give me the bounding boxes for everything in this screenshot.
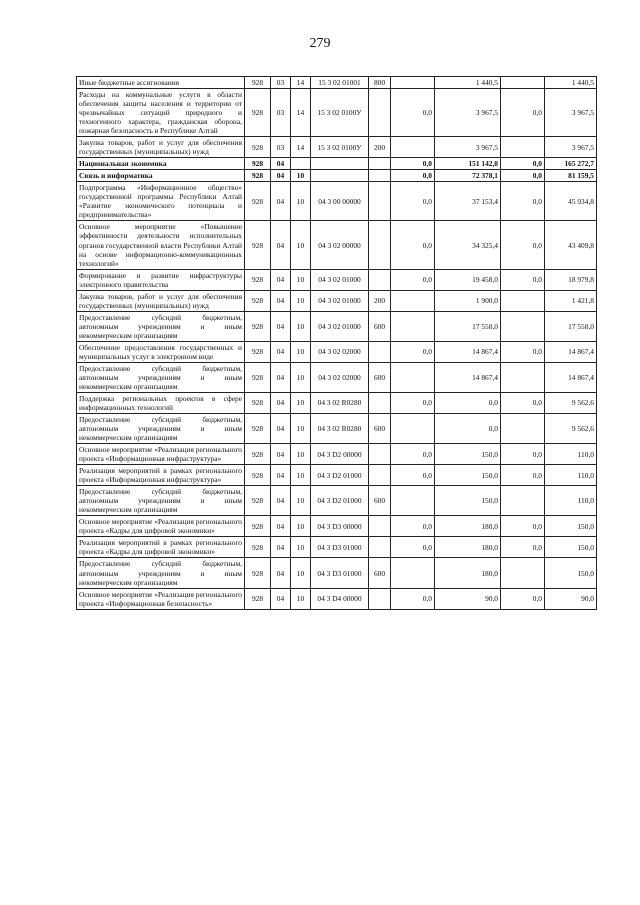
cell-amount-3: 0,0	[501, 392, 545, 413]
cell-admin-code: 928	[245, 362, 271, 392]
cell-amount-4: 3 967,5	[545, 137, 597, 158]
cell-admin-code: 928	[245, 341, 271, 362]
cell-amount-3	[501, 486, 545, 516]
cell-name: Предоставление субсидий бюджетным, автономным учреждениям и иным некоммерческим организациям	[77, 311, 245, 341]
cell-subsection: 10	[291, 362, 311, 392]
cell-expense-type	[369, 465, 391, 486]
page-number: 279	[309, 36, 331, 51]
cell-target-article: 04 3 02 R0280	[311, 392, 369, 413]
cell-amount-2: 150,0	[435, 486, 501, 516]
cell-section: 04	[271, 341, 291, 362]
cell-admin-code: 928	[245, 414, 271, 444]
cell-amount-2: 1 440,5	[435, 77, 501, 89]
cell-amount-1: 0,0	[391, 158, 435, 170]
budget-table	[76, 76, 597, 610]
cell-amount-4: 18 979,8	[545, 269, 597, 290]
cell-subsection: 14	[291, 77, 311, 89]
cell-amount-1: 0,0	[391, 465, 435, 486]
cell-amount-3	[501, 558, 545, 588]
table-row	[77, 77, 597, 89]
cell-amount-1	[391, 362, 435, 392]
cell-amount-3: 0,0	[501, 170, 545, 182]
cell-admin-code: 928	[245, 77, 271, 89]
cell-amount-3	[501, 290, 545, 311]
table-row	[77, 392, 597, 413]
cell-amount-4: 14 867,4	[545, 362, 597, 392]
cell-name: Формирование и развитие инфраструктуры электронного правительства	[77, 269, 245, 290]
cell-subsection: 10	[291, 170, 311, 182]
cell-section: 04	[271, 486, 291, 516]
cell-amount-1: 0,0	[391, 221, 435, 269]
cell-amount-4: 17 558,0	[545, 311, 597, 341]
table-row	[77, 558, 597, 588]
cell-target-article: 04 3 D2 01000	[311, 486, 369, 516]
cell-amount-2: 150,0	[435, 465, 501, 486]
cell-admin-code: 928	[245, 392, 271, 413]
cell-amount-1: 0,0	[391, 392, 435, 413]
table-row	[77, 465, 597, 486]
cell-expense-type: 800	[369, 77, 391, 89]
cell-target-article	[311, 170, 369, 182]
cell-section: 04	[271, 311, 291, 341]
cell-amount-1: 0,0	[391, 170, 435, 182]
cell-amount-1	[391, 558, 435, 588]
cell-subsection: 10	[291, 444, 311, 465]
cell-name: Реализация мероприятий в рамках регионального проекта «Кадры для цифровой экономики»	[77, 537, 245, 558]
table-row	[77, 221, 597, 269]
table-row	[77, 137, 597, 158]
cell-amount-2: 0,0	[435, 392, 501, 413]
cell-target-article: 04 3 02 01000	[311, 290, 369, 311]
cell-expense-type: 600	[369, 414, 391, 444]
cell-target-article: 15 3 02 0100У	[311, 89, 369, 137]
cell-amount-1: 0,0	[391, 269, 435, 290]
cell-subsection	[291, 158, 311, 170]
cell-target-article: 04 3 D3 00000	[311, 516, 369, 537]
cell-section: 04	[271, 362, 291, 392]
table-row	[77, 170, 597, 182]
cell-amount-4: 43 409,8	[545, 221, 597, 269]
cell-amount-2: 151 142,8	[435, 158, 501, 170]
table-row	[77, 537, 597, 558]
cell-amount-2: 150,0	[435, 444, 501, 465]
cell-target-article: 04 3 02 01000	[311, 269, 369, 290]
cell-admin-code: 928	[245, 537, 271, 558]
cell-amount-4: 81 159,5	[545, 170, 597, 182]
cell-section: 03	[271, 77, 291, 89]
cell-expense-type: 600	[369, 311, 391, 341]
cell-section: 04	[271, 537, 291, 558]
cell-target-article: 04 3 D2 01000	[311, 465, 369, 486]
cell-expense-type: 600	[369, 486, 391, 516]
cell-subsection: 10	[291, 486, 311, 516]
cell-amount-4: 1 421,8	[545, 290, 597, 311]
cell-amount-1	[391, 290, 435, 311]
cell-expense-type: 600	[369, 362, 391, 392]
cell-amount-4: 14 867,4	[545, 341, 597, 362]
cell-admin-code: 928	[245, 158, 271, 170]
cell-amount-4: 150,0	[545, 516, 597, 537]
cell-section: 04	[271, 170, 291, 182]
cell-amount-4: 110,0	[545, 444, 597, 465]
cell-admin-code: 928	[245, 558, 271, 588]
cell-admin-code: 928	[245, 221, 271, 269]
cell-amount-1	[391, 486, 435, 516]
cell-amount-2: 14 867,4	[435, 341, 501, 362]
cell-subsection: 10	[291, 465, 311, 486]
cell-section: 04	[271, 558, 291, 588]
cell-expense-type	[369, 444, 391, 465]
cell-section: 03	[271, 137, 291, 158]
cell-name: Основное мероприятие «Реализация регионального проекта «Кадры для цифровой экономики»	[77, 516, 245, 537]
cell-name: Предоставление субсидий бюджетным, автономным учреждениям и иным некоммерческим организациям	[77, 414, 245, 444]
cell-section: 04	[271, 290, 291, 311]
table-row	[77, 269, 597, 290]
table-row	[77, 158, 597, 170]
table-row	[77, 414, 597, 444]
cell-expense-type: 600	[369, 558, 391, 588]
cell-target-article: 04 3 02 02000	[311, 362, 369, 392]
cell-amount-1: 0,0	[391, 341, 435, 362]
cell-expense-type: 200	[369, 137, 391, 158]
cell-name: Подпрограмма «Информационное общество» государственной программы Республики Алтай «Развитие экономического потенциала и предпринимательства»	[77, 182, 245, 221]
cell-target-article: 04 3 D2 00000	[311, 444, 369, 465]
cell-amount-1: 0,0	[391, 182, 435, 221]
cell-amount-3: 0,0	[501, 444, 545, 465]
cell-name: Расходы на коммунальные услуги в области обеспечения защиты населения и территории от чрезвычайных ситуаций природного и техногенного характера, гражданская оборона, пожарная безопасность в Республике Алтай	[77, 89, 245, 137]
cell-amount-4: 110,0	[545, 486, 597, 516]
cell-section: 03	[271, 89, 291, 137]
cell-admin-code: 928	[245, 311, 271, 341]
cell-amount-2: 3 967,5	[435, 89, 501, 137]
cell-subsection: 10	[291, 221, 311, 269]
cell-subsection: 10	[291, 341, 311, 362]
cell-subsection: 10	[291, 414, 311, 444]
cell-amount-1	[391, 137, 435, 158]
cell-amount-2: 90,0	[435, 588, 501, 609]
cell-admin-code: 928	[245, 486, 271, 516]
cell-expense-type	[369, 588, 391, 609]
cell-admin-code: 928	[245, 170, 271, 182]
cell-admin-code: 928	[245, 465, 271, 486]
cell-section: 04	[271, 414, 291, 444]
table-row	[77, 311, 597, 341]
cell-subsection: 10	[291, 290, 311, 311]
cell-subsection: 10	[291, 182, 311, 221]
cell-admin-code: 928	[245, 137, 271, 158]
cell-admin-code: 928	[245, 89, 271, 137]
cell-amount-1: 0,0	[391, 588, 435, 609]
cell-amount-3	[501, 311, 545, 341]
table-row	[77, 89, 597, 137]
cell-subsection: 10	[291, 558, 311, 588]
cell-subsection: 10	[291, 588, 311, 609]
cell-amount-2: 1 900,0	[435, 290, 501, 311]
cell-amount-2: 0,0	[435, 414, 501, 444]
cell-section: 04	[271, 182, 291, 221]
cell-section: 04	[271, 221, 291, 269]
cell-expense-type: 200	[369, 290, 391, 311]
cell-target-article	[311, 158, 369, 170]
cell-target-article: 04 3 D3 01000	[311, 558, 369, 588]
table-row	[77, 182, 597, 221]
cell-name: Предоставление субсидий бюджетным, автономным учреждениям и иным некоммерческим организациям	[77, 362, 245, 392]
cell-amount-4: 9 562,6	[545, 392, 597, 413]
cell-amount-4: 110,0	[545, 465, 597, 486]
table-row	[77, 341, 597, 362]
cell-section: 04	[271, 588, 291, 609]
cell-amount-3	[501, 362, 545, 392]
cell-expense-type	[369, 516, 391, 537]
cell-name: Предоставление субсидий бюджетным, автономным учреждениям и иным некоммерческим организациям	[77, 558, 245, 588]
cell-subsection: 10	[291, 269, 311, 290]
cell-name: Основное мероприятие «Реализация регионального проекта «Информационная инфраструктура»	[77, 444, 245, 465]
table-row	[77, 588, 597, 609]
cell-amount-3: 0,0	[501, 269, 545, 290]
cell-subsection: 10	[291, 516, 311, 537]
cell-amount-2: 17 558,0	[435, 311, 501, 341]
cell-amount-4: 165 272,7	[545, 158, 597, 170]
cell-section: 04	[271, 392, 291, 413]
cell-subsection: 14	[291, 89, 311, 137]
cell-amount-3	[501, 77, 545, 89]
cell-amount-2: 180,0	[435, 516, 501, 537]
cell-expense-type	[369, 170, 391, 182]
cell-amount-2: 180,0	[435, 558, 501, 588]
cell-name: Реализация мероприятий в рамках регионального проекта «Информационная инфраструктура»	[77, 465, 245, 486]
cell-section: 04	[271, 158, 291, 170]
cell-name: Закупка товаров, работ и услуг для обеспечения государственных (муниципальных) нужд	[77, 290, 245, 311]
cell-name: Закупка товаров, работ и услуг для обеспечения государственных (муниципальных) нужд	[77, 137, 245, 158]
cell-amount-3: 0,0	[501, 341, 545, 362]
cell-target-article: 15 3 02 01001	[311, 77, 369, 89]
cell-amount-1	[391, 414, 435, 444]
cell-amount-2: 34 325,4	[435, 221, 501, 269]
cell-amount-1: 0,0	[391, 444, 435, 465]
cell-amount-1	[391, 77, 435, 89]
cell-expense-type	[369, 182, 391, 221]
cell-amount-4: 150,0	[545, 537, 597, 558]
cell-amount-4: 90,0	[545, 588, 597, 609]
cell-expense-type	[369, 89, 391, 137]
cell-amount-3: 0,0	[501, 89, 545, 137]
cell-target-article: 04 3 02 02000	[311, 341, 369, 362]
cell-amount-1: 0,0	[391, 537, 435, 558]
cell-name: Иные бюджетные ассигнования	[77, 77, 245, 89]
cell-expense-type	[369, 341, 391, 362]
cell-admin-code: 928	[245, 516, 271, 537]
cell-admin-code: 928	[245, 444, 271, 465]
cell-target-article: 04 3 D3 01000	[311, 537, 369, 558]
cell-section: 04	[271, 444, 291, 465]
table-row	[77, 444, 597, 465]
cell-amount-3: 0,0	[501, 537, 545, 558]
cell-amount-4: 1 440,5	[545, 77, 597, 89]
cell-target-article: 04 3 02 00000	[311, 221, 369, 269]
cell-name: Основное мероприятие «Реализация регионального проекта «Информационная безопасность»	[77, 588, 245, 609]
cell-admin-code: 928	[245, 290, 271, 311]
cell-subsection: 10	[291, 537, 311, 558]
cell-expense-type	[369, 537, 391, 558]
cell-name: Основное мероприятие «Повышение эффективности деятельности исполнительных органов государственной власти Республики Алтай на основе информационно-коммуникационных технологий»	[77, 221, 245, 269]
cell-amount-3: 0,0	[501, 221, 545, 269]
cell-expense-type	[369, 392, 391, 413]
cell-target-article: 04 3 02 R0280	[311, 414, 369, 444]
cell-amount-3	[501, 414, 545, 444]
cell-section: 04	[271, 269, 291, 290]
cell-amount-4: 9 562,6	[545, 414, 597, 444]
table-row	[77, 516, 597, 537]
cell-target-article: 15 3 02 0100У	[311, 137, 369, 158]
cell-section: 04	[271, 465, 291, 486]
cell-amount-3: 0,0	[501, 182, 545, 221]
cell-amount-2: 3 967,5	[435, 137, 501, 158]
cell-amount-3: 0,0	[501, 588, 545, 609]
cell-amount-1: 0,0	[391, 516, 435, 537]
table-row	[77, 362, 597, 392]
table-row	[77, 486, 597, 516]
table-row	[77, 290, 597, 311]
cell-expense-type	[369, 158, 391, 170]
cell-section: 04	[271, 516, 291, 537]
cell-expense-type	[369, 269, 391, 290]
cell-amount-1: 0,0	[391, 89, 435, 137]
cell-amount-1	[391, 311, 435, 341]
cell-name: Обеспечение предоставления государственных и муниципальных услуг в электронном виде	[77, 341, 245, 362]
cell-amount-2: 72 378,1	[435, 170, 501, 182]
cell-target-article: 04 3 02 01000	[311, 311, 369, 341]
cell-amount-2: 180,0	[435, 537, 501, 558]
cell-admin-code: 928	[245, 588, 271, 609]
cell-amount-3	[501, 137, 545, 158]
cell-subsection: 10	[291, 392, 311, 413]
cell-subsection: 14	[291, 137, 311, 158]
cell-admin-code: 928	[245, 182, 271, 221]
cell-subsection: 10	[291, 311, 311, 341]
cell-name: Связь и информатика	[77, 170, 245, 182]
cell-amount-3: 0,0	[501, 158, 545, 170]
cell-target-article: 04 3 00 00000	[311, 182, 369, 221]
cell-amount-4: 150,0	[545, 558, 597, 588]
cell-name: Предоставление субсидий бюджетным, автономным учреждениям и иным некоммерческим организациям	[77, 486, 245, 516]
cell-target-article: 04 3 D4 00000	[311, 588, 369, 609]
cell-amount-3: 0,0	[501, 516, 545, 537]
cell-amount-2: 37 153,4	[435, 182, 501, 221]
cell-name: Национальная экономика	[77, 158, 245, 170]
cell-amount-2: 19 458,0	[435, 269, 501, 290]
cell-amount-2: 14 867,4	[435, 362, 501, 392]
cell-admin-code: 928	[245, 269, 271, 290]
cell-name: Поддержка региональных проектов в сфере информационных технологий	[77, 392, 245, 413]
cell-amount-3: 0,0	[501, 465, 545, 486]
cell-amount-4: 45 934,8	[545, 182, 597, 221]
cell-expense-type	[369, 221, 391, 269]
cell-amount-4: 3 967,5	[545, 89, 597, 137]
